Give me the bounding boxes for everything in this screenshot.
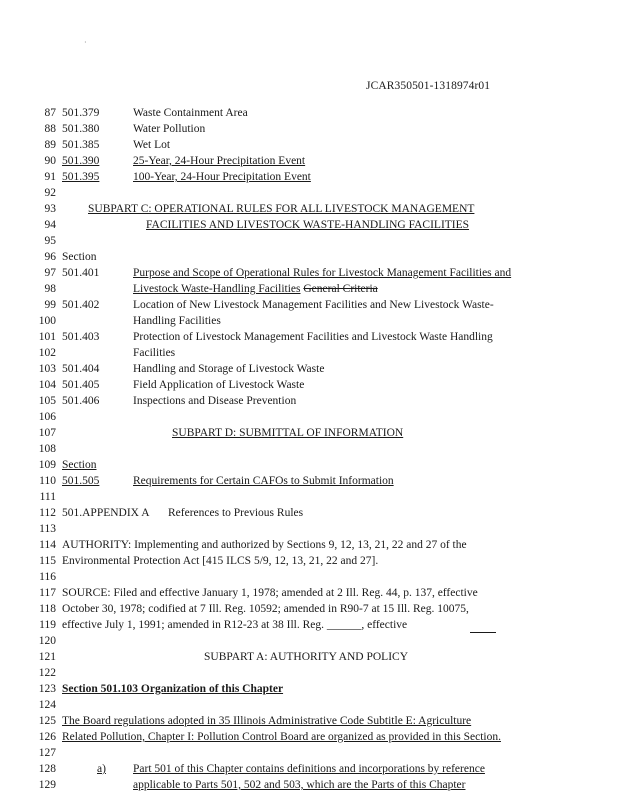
inserted-text: Livestock Waste-Handling Facilities (133, 283, 301, 295)
section-title-cont (133, 283, 378, 295)
section-number: 501.402 (62, 299, 100, 311)
section-number: 501.401 (62, 267, 100, 279)
line-number: 103 (38, 363, 56, 375)
line-number: 94 (44, 219, 56, 231)
source-note-cont: effective July 1, 1991; amended in R12-23 at 38 Ill. Reg. ______, effective (62, 619, 408, 631)
authority-note: AUTHORITY: Implementing and authorized by Sections 9, 12, 13, 21, 22 and 27 of the (62, 539, 467, 551)
subpart-d-heading: SUBPART D: SUBMITTAL OF INFORMATION (172, 427, 404, 439)
source-note: SOURCE: Filed and effective January 1, 1978; amended at 2 Ill. Reg. 44, p. 137, effective (62, 587, 478, 599)
section-title: Water Pollution (133, 123, 206, 135)
section-number: 501.390 (62, 155, 100, 167)
line-number: 102 (38, 347, 56, 359)
section-number: 501.505 (62, 475, 100, 487)
line-number: 128 (38, 763, 56, 775)
section-number: 501.404 (62, 363, 100, 375)
document-id: JCAR350501-1318974r01 (366, 80, 491, 92)
line-number: 112 (39, 507, 56, 519)
section-number: 501.385 (62, 139, 100, 151)
line-number: 126 (38, 731, 56, 743)
line-number: 91 (44, 171, 56, 183)
line-number: 117 (39, 587, 56, 599)
section-title: Waste Containment Area (133, 107, 248, 119)
section-title: Purpose and Scope of Operational Rules for Livestock Management Facilities and (133, 267, 512, 279)
line-number: 95 (44, 235, 56, 247)
paragraph-cont: Related Pollution, Chapter I: Pollution Control Board are organized as provided in this Section. (62, 731, 501, 743)
section-heading: Section 501.103 Organization of this Chapter (62, 683, 284, 695)
paragraph: The Board regulations adopted in 35 Illinois Administrative Code Subtitle E: Agriculture (62, 715, 472, 727)
line-number: 125 (38, 715, 56, 727)
section-number: 501.380 (62, 123, 100, 135)
line-number: 120 (38, 635, 56, 647)
line-number: 89 (44, 139, 56, 151)
line-number: 111 (39, 491, 56, 503)
line-number: 90 (44, 155, 56, 167)
section-title: 100-Year, 24-Hour Precipitation Event (133, 171, 311, 183)
line-number: 109 (38, 459, 56, 471)
line-number: 113 (39, 523, 56, 535)
subpart-a-heading: SUBPART A: AUTHORITY AND POLICY (204, 651, 409, 663)
section-number: 501.403 (62, 331, 100, 343)
line-number: 122 (38, 667, 56, 679)
line-number: 101 (38, 331, 56, 343)
line-number: 92 (44, 187, 56, 199)
line-number: 99 (44, 299, 56, 311)
line-number: 115 (39, 555, 56, 567)
line-number: 124 (38, 699, 56, 711)
line-number: 114 (39, 539, 56, 551)
line-number: 104 (38, 379, 56, 391)
line-number: 123 (38, 683, 56, 695)
section-title: Wet Lot (133, 139, 171, 151)
subpart-c-heading-cont: FACILITIES AND LIVESTOCK WASTE-HANDLING FACILITIES (146, 219, 470, 231)
source-note-cont: October 30, 1978; codified at 7 Ill. Reg. 10592; amended in R90-7 at 15 Ill. Reg. 10075, (62, 603, 469, 615)
list-item-cont: applicable to Parts 501, 502 and 503, which are the Parts of this Chapter (133, 779, 466, 791)
section-title: 25-Year, 24-Hour Precipitation Event (133, 155, 306, 167)
line-number: 118 (39, 603, 56, 615)
section-label: Section (62, 251, 97, 263)
line-number: 98 (44, 283, 56, 295)
section-title-cont: Handling Facilities (133, 315, 221, 327)
line-number: 100 (38, 315, 56, 327)
line-number: 121 (38, 651, 56, 663)
section-number: 501.405 (62, 379, 100, 391)
blank-line (470, 632, 496, 633)
line-number: 88 (44, 123, 56, 135)
section-title: Location of New Livestock Management Facilities and New Livestock Waste- (133, 299, 494, 311)
list-marker: a) (97, 763, 106, 775)
line-number: 116 (39, 571, 56, 583)
section-number: 501.395 (62, 171, 100, 183)
appendix-title: References to Previous Rules (168, 507, 304, 519)
line-number: 97 (44, 267, 56, 279)
section-title: Handling and Storage of Livestock Waste (133, 363, 325, 375)
section-title: Protection of Livestock Management Facilities and Livestock Waste Handling (133, 331, 493, 343)
section-label: Section (62, 459, 97, 471)
section-title: Inspections and Disease Prevention (133, 395, 297, 407)
line-number: 119 (39, 619, 56, 631)
line-number: 93 (44, 203, 56, 215)
line-number: 106 (38, 411, 56, 423)
section-title: Requirements for Certain CAFOs to Submit Information (133, 475, 394, 487)
list-item: Part 501 of this Chapter contains definitions and incorporations by reference (133, 763, 485, 775)
line-number: 107 (38, 427, 56, 439)
section-number: 501.406 (62, 395, 100, 407)
authority-note-cont: Environmental Protection Act [415 ILCS 5/9, 12, 13, 21, 22 and 27]. (62, 555, 379, 567)
section-title-cont: Facilities (133, 347, 176, 359)
line-number: 87 (44, 107, 56, 119)
line-number: 129 (38, 779, 56, 791)
subpart-c-heading: SUBPART C: OPERATIONAL RULES FOR ALL LIVESTOCK MANAGEMENT (88, 203, 475, 215)
line-number: 108 (38, 443, 56, 455)
line-number: 105 (38, 395, 56, 407)
section-title: Field Application of Livestock Waste (133, 379, 305, 391)
line-number: 127 (38, 747, 56, 759)
line-number: 96 (44, 251, 56, 263)
struck-text: General Criteria (303, 283, 378, 295)
line-number: 110 (39, 475, 56, 487)
scan-speck: · (84, 38, 87, 47)
appendix-label: 501.APPENDIX A (62, 507, 150, 519)
section-number: 501.379 (62, 107, 100, 119)
